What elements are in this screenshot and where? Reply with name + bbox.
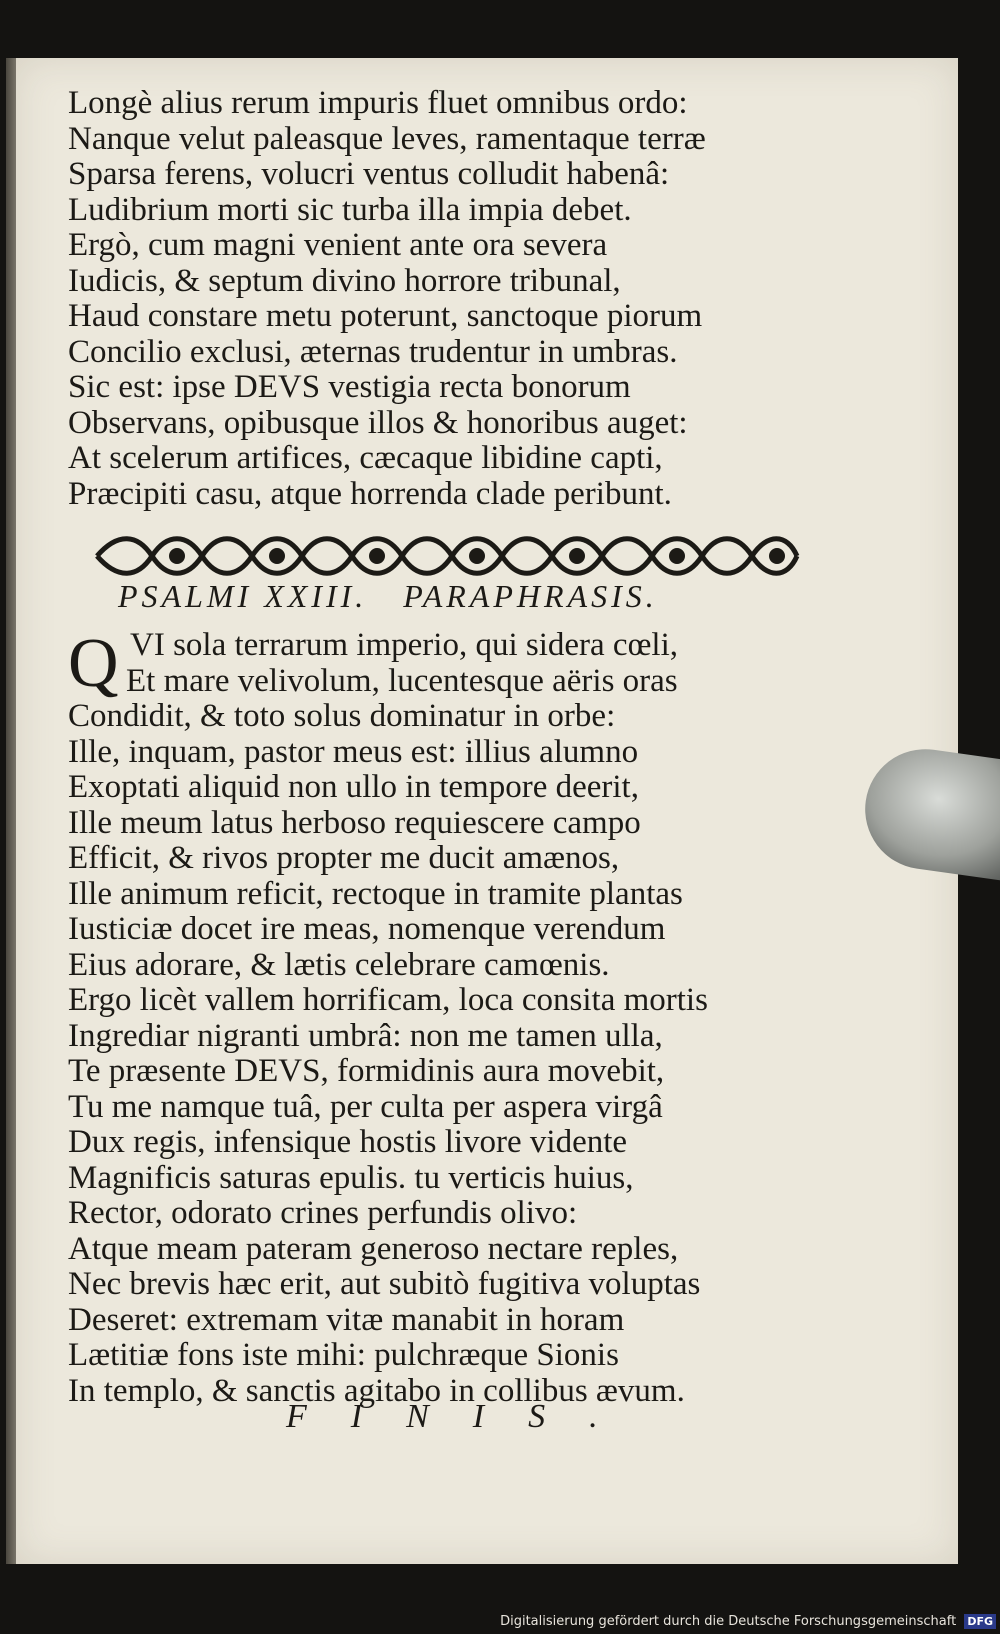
poem-line: Sic est: ipse DEVS vestigia recta bonorum xyxy=(68,369,631,405)
psalm-line: In templo, & sanctis agitabo in collibus ævum. xyxy=(68,1372,685,1409)
psalm-label: PSALMI XXIII. xyxy=(118,578,368,614)
psalm-line: Lætitiæ fons iste mihi: pulchræque Sionis xyxy=(68,1337,619,1373)
psalm-line: Nec brevis hæc erit, aut subitò fugitiva voluptas xyxy=(68,1266,701,1302)
poem-line: Haud constare metu poterunt, sanctoque piorum xyxy=(68,298,703,334)
psalm-line: Ingrediar nigranti umbrâ: non me tamen ulla, xyxy=(68,1017,663,1054)
psalm-block xyxy=(68,625,868,1409)
psalm-line: Ergo licèt vallem horrificam, loca consita mortis xyxy=(68,982,708,1018)
ornament-band xyxy=(92,528,802,584)
poem-line: Concilio exclusi, æternas trudentur in umbras. xyxy=(68,333,678,370)
psalm-line: Ille, inquam, pastor meus est: illius alumno xyxy=(68,733,639,770)
footer-credit xyxy=(500,1614,996,1629)
psalm-line: Eius adorare, & lætis celebrare camœnis. xyxy=(68,946,610,983)
section-heading xyxy=(118,578,658,615)
psalm-line: Ille animum reficit, rectoque in tramite plantas xyxy=(68,875,683,912)
poem-line: Observans, opibusque illos & honoribus auget: xyxy=(68,404,688,441)
dfg-logo-icon: DFG xyxy=(964,1614,996,1629)
drop-cap: Q xyxy=(68,625,119,702)
psalm-line: Deseret: extremam vitæ manabit in horam xyxy=(68,1301,625,1338)
poem-line: At scelerum artifices, cæcaque libidine capti, xyxy=(68,440,663,476)
psalm-line: Dux regis, infensique hostis livore vidente xyxy=(68,1124,628,1160)
psalm-line: Iusticiæ docet ire meas, nomenque verendum xyxy=(68,911,666,947)
psalm-line: VI sola terrarum imperio, qui sidera cœli, xyxy=(130,627,678,663)
psalm-line: Tu me namque tuâ, per culta per aspera virgâ xyxy=(68,1088,663,1125)
poem-line: Longè alius rerum impuris fluet omnibus ordo: xyxy=(68,85,688,121)
poem-line: Ergò, cum magni venient ante ora severa xyxy=(68,227,608,263)
psalm-line: Exoptati aliquid non ullo in tempore deerit, xyxy=(68,769,639,805)
finis-colophon: FINIS. xyxy=(286,1398,642,1435)
psalm-line: Te præsente DEVS, formidinis aura movebit, xyxy=(68,1053,665,1089)
psalm-line: Ille meum latus herboso requiescere campo xyxy=(68,804,641,841)
psalm-line: Magnificis saturas epulis. tu verticis huius, xyxy=(68,1159,634,1196)
poem-block xyxy=(68,86,868,512)
credit-text: Digitalisierung gefördert durch die Deutsche Forschungsgemeinschaft xyxy=(500,1614,957,1629)
paraphrasis-label: PARAPHRASIS. xyxy=(403,578,658,614)
psalm-line: Efficit, & rivos propter me ducit amænos, xyxy=(68,840,620,876)
psalm-line: Atque meam pateram generoso nectare reples, xyxy=(68,1230,679,1267)
poem-line: Ludibrium morti sic turba illa impia debet. xyxy=(68,191,632,228)
psalm-line: Condidit, & toto solus dominatur in orbe: xyxy=(68,698,616,734)
poem-line: Sparsa ferens, volucri ventus colludit habenâ: xyxy=(68,156,670,192)
psalm-line: Rector, odorato crines perfundis olivo: xyxy=(68,1195,578,1231)
poem-line: Præcipiti casu, atque horrenda clade peribunt. xyxy=(68,475,672,512)
poem-line: Iudicis, & septum divino horrore tribunal, xyxy=(68,262,621,299)
psalm-line: Et mare velivolum, lucentesque aëris oras xyxy=(126,662,678,699)
poem-line: Nanque velut paleasque leves, ramentaque terræ xyxy=(68,120,706,157)
